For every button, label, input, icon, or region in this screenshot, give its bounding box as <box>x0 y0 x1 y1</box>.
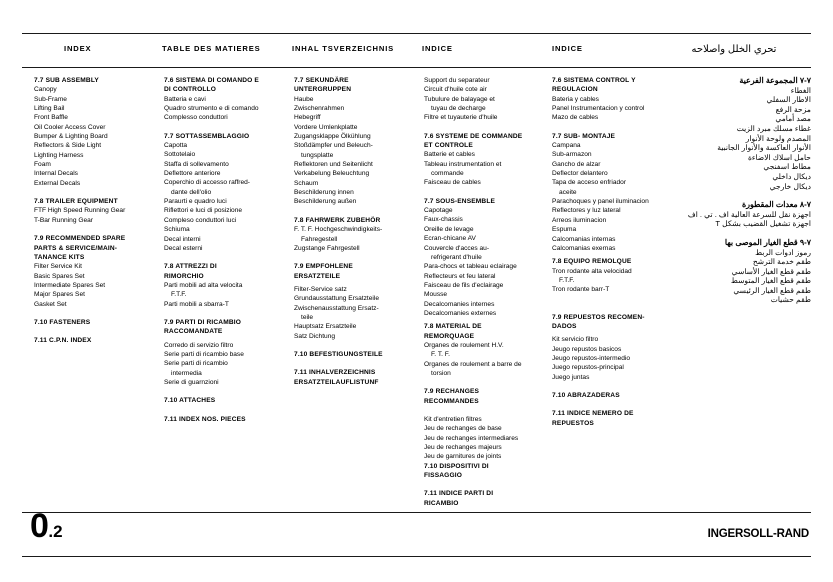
index-entry: طقم خدمة الترشح <box>752 257 811 267</box>
index-section-heading: 7.10 DISPOSITIVI DI <box>424 462 489 470</box>
page-number-major: 0 <box>30 507 49 545</box>
index-section-heading: 7.9 PARTI DI RICAMBIO <box>164 318 242 326</box>
index-entry: Quadro strumento e di comando <box>164 105 259 113</box>
index-entry: Parti mobili a sbarra-T <box>164 300 229 308</box>
index-entry: tuyau de decharge <box>431 105 486 113</box>
index-entry: Schaum <box>294 179 319 187</box>
index-section-heading: 7.7 SOUS-ENSEMBLE <box>424 197 496 205</box>
index-entry: Faux-chassis <box>424 216 463 224</box>
column-header-indice-es: INDICE <box>552 44 583 53</box>
index-section-heading: 7.9 RECOMMENDED SPARE <box>34 235 126 243</box>
index-entry: Bumper & Lighting Board <box>34 133 108 141</box>
index-entry: Deflettore anteriore <box>164 170 221 178</box>
index-entry: Complesso conduttori <box>164 114 228 122</box>
index-section-heading: 7.7 SUB- MONTAJE <box>552 132 616 140</box>
index-section-heading: 7.8 TRAILER EQUIPMENT <box>34 198 118 206</box>
index-entry: Jeu de rechanges de base <box>424 425 502 433</box>
index-section-heading: 7.7 SEKUNDÄRE <box>294 77 349 84</box>
index-entry: Gancho de alzar <box>552 160 601 168</box>
index-entry: اجهزة نقل للسرعة العالية اف . تي . اف <box>687 209 811 219</box>
index-entry: Filter-Service satz <box>294 285 347 293</box>
index-entry: Corredo di servizio filtro <box>164 341 234 349</box>
column-header-table-des-matieres: TABLE DES MATIERES <box>162 44 261 53</box>
index-entry: Sub-Frame <box>34 95 67 103</box>
index-section-heading: 7.9 EMPFOHLENE <box>294 263 353 271</box>
index-column-italian <box>164 76 292 424</box>
index-entry: Beschilderung außen <box>294 198 357 206</box>
spacer <box>164 309 292 318</box>
index-section-heading: RIMORCHIO <box>164 272 204 280</box>
index-entry: Oil Cooler Access Cover <box>34 123 106 131</box>
index-entry: Decalcomanies internes <box>424 300 495 308</box>
index-section-heading: 7.8 ATTREZZI DI <box>164 263 217 271</box>
brand-logo: INGERSOLL-RAND <box>707 528 809 540</box>
index-section-heading: 7.9 REPUESTOS RECOMEN- <box>552 313 645 321</box>
index-entry: F. T. F. Hochgeschwindigkeits- <box>294 226 383 234</box>
index-entry: Batterie et cables <box>424 151 475 159</box>
index-entry: Mousse <box>424 291 448 299</box>
index-section-heading: 7.11 C.P.N. INDEX <box>34 337 92 345</box>
divider-under-header <box>22 67 811 68</box>
spacer <box>424 406 556 415</box>
index-section-heading: 7.9 RECHANGES <box>424 388 480 396</box>
index-section-heading: ٧-٧ المجموعة الفرعية <box>739 76 811 85</box>
index-entry: Jeugo repustos-intermedio <box>552 354 631 362</box>
divider-top <box>22 33 811 34</box>
index-entry: Support du separateur <box>424 77 490 84</box>
spacer <box>424 480 556 489</box>
index-entry: Organes de roulement H.V. <box>424 341 504 349</box>
index-entry: Vordere Umlenkplatte <box>294 123 358 131</box>
index-entry: Reflectores y luz lateral <box>552 207 621 215</box>
page-number-minor: .2 <box>48 522 63 541</box>
index-entry: Haube <box>294 95 314 103</box>
index-entry: Couvercle d'acces au- <box>424 244 490 252</box>
index-section-heading: PARTS & SERVICE/MAIN- <box>34 244 118 252</box>
index-entry: طقم قطع الغيار الأساسي <box>731 266 811 276</box>
index-entry: Compleso conduttori luci <box>164 216 237 224</box>
index-entry: Gasket Set <box>34 300 67 308</box>
index-entry: Kit d'entretien filtres <box>424 416 482 423</box>
spacer <box>164 387 292 396</box>
index-entry: الغطاء <box>790 85 811 95</box>
index-entry: Oreille de levage <box>424 225 474 233</box>
index-section-heading: 7.6 SISTEMA DI COMANDO E <box>164 77 259 84</box>
divider-footer <box>22 512 811 513</box>
index-entry: Zwischenausstattung Ersatz- <box>294 304 379 312</box>
index-entry: Decal esterni <box>164 244 203 252</box>
spacer <box>34 188 160 197</box>
index-entry: Panel Instrumentacion y control <box>552 105 645 113</box>
column-header-arabic: تحري الخلل واصلاحه <box>691 44 777 55</box>
spacer <box>682 191 811 200</box>
index-entry: Schiuma <box>164 226 190 234</box>
index-entry: Para-chocs et tableau eclairage <box>424 263 517 271</box>
index-entry: Batteria e cavi <box>164 95 206 103</box>
index-column-french <box>424 76 556 508</box>
index-entry: Coperchio di accesso raffred- <box>164 179 251 187</box>
index-entry: طقم قطع الغيار الرئيسي <box>733 285 811 295</box>
spacer <box>164 123 292 132</box>
spacer <box>164 406 292 415</box>
index-entry: Front Baffle <box>34 114 68 122</box>
index-entry: ديكال خارجي <box>769 181 811 191</box>
index-column-english <box>34 76 160 346</box>
index-section-heading: RACCOMANDATE <box>164 328 223 336</box>
spacer <box>424 378 556 387</box>
index-entry: Lighting Harness <box>34 151 84 159</box>
index-section-heading: 7.10 ATTACHES <box>164 397 216 405</box>
index-entry: External Decals <box>34 179 81 187</box>
column-header-inhaltsverzeichnis: INHAL TSVERZEICHNIS <box>292 44 395 53</box>
index-entry: FTF High Speed Running Gear <box>34 207 126 215</box>
index-section-heading: ERSATZTEILE <box>294 272 341 280</box>
spacer <box>164 253 292 262</box>
index-section-heading: 7.11 INDICE PARTI DI <box>424 490 494 498</box>
index-entry: Serie parti di ricambio base <box>164 350 244 358</box>
index-section-heading: 7.11 INHALVERZEICHNIS <box>294 369 376 377</box>
index-columns <box>22 76 811 506</box>
index-section-heading: FISSAGGIO <box>424 472 462 480</box>
index-entry: Tron rodante alta velocidad <box>552 267 632 275</box>
index-entry: Parti mobili ad alta velocita <box>164 281 243 289</box>
index-entry: Grundausstattung Ersatzteile <box>294 295 380 303</box>
index-entry: Espuma <box>552 226 577 234</box>
index-entry: طقم قطع الغيار المتوسط <box>730 276 811 286</box>
spacer <box>34 225 160 234</box>
index-entry: aceite <box>559 188 577 196</box>
index-entry: torsion <box>431 369 451 377</box>
spacer <box>294 253 422 262</box>
index-entry: Decalcomanies externes <box>424 309 497 317</box>
index-entry: Reflectors & Side Light <box>34 142 102 150</box>
index-entry: الأنوار العاكسة والأنوار الجانبية <box>717 143 811 153</box>
index-entry: Jeu de rechanges intermediares <box>424 434 519 442</box>
index-column-german <box>294 76 422 387</box>
index-entry: Calcomanias exernas <box>552 244 616 252</box>
index-entry: F.T.F. <box>171 291 187 299</box>
spacer <box>682 229 811 238</box>
index-entry: الاطار السفلي <box>766 95 811 105</box>
index-entry: مصد أمامي <box>775 114 811 124</box>
index-section-heading: 7.10 ABRAZADERAS <box>552 391 620 399</box>
index-entry: intermedia <box>171 369 202 377</box>
index-section-heading: REGULACION <box>552 86 598 94</box>
index-entry: Organes de roulement a barre de <box>424 360 522 368</box>
index-entry: Serie di guarnzioni <box>164 378 219 386</box>
index-section-heading: DI CONTROLLO <box>164 86 216 94</box>
index-section-heading: 7.8 MATERIAL DE <box>424 323 482 331</box>
index-section-heading: ERSATZTEILAUFLISTUNF <box>294 378 379 386</box>
index-entry: Foam <box>34 161 51 169</box>
index-section-heading: 7.10 BEFESTIGUNGSTEILE <box>294 350 383 358</box>
spacer <box>552 295 682 313</box>
index-entry: Canopy <box>34 86 57 94</box>
index-entry: Lifting Bail <box>34 105 65 113</box>
spacer <box>552 382 682 391</box>
index-entry: Stoßdämpfer und Beleuch- <box>294 142 373 150</box>
index-entry: Satz Dichtung <box>294 332 336 340</box>
spacer <box>34 327 160 336</box>
index-entry: Calcomanias internas <box>552 235 616 243</box>
index-entry: Tableau instrumentation et <box>424 160 502 168</box>
index-entry: Jeu de garnitures de joints <box>424 453 502 461</box>
index-entry: مزحة الرفع <box>775 104 811 114</box>
index-entry: commande <box>431 170 464 178</box>
column-headers <box>22 44 811 62</box>
index-entry: Paraurti e quadro luci <box>164 198 227 206</box>
index-entry: غطاء مسلك مبرد الزيت <box>736 123 811 133</box>
index-section-heading: RECOMMANDES <box>424 397 479 405</box>
index-entry: Fahregestell <box>301 235 338 243</box>
index-entry: F. T. F. <box>431 351 450 359</box>
spacer <box>294 207 422 216</box>
index-entry: Parachoques y panel iluminacion <box>552 198 649 206</box>
index-entry: Deflector delantero <box>552 170 608 178</box>
index-section-heading: UNTERGRUPPEN <box>294 86 352 94</box>
index-entry: Faisceau de cables <box>424 179 481 187</box>
index-entry: Zugangsklappe Ölkühlung <box>294 133 371 141</box>
index-section-heading: 7.11 INDICE NEMERO DE <box>552 410 634 418</box>
index-section-heading: 7.8 FAHRWERK ZUBEHÖR <box>294 216 381 224</box>
spacer <box>34 309 160 318</box>
index-entry: Internal Decals <box>34 170 78 178</box>
index-section-heading: 7.6 SISTEMA CONTROL Y <box>552 77 636 84</box>
index-entry: طقم حشيات <box>770 295 811 305</box>
index-section-heading: ET CONTROLE <box>424 142 473 150</box>
index-section-heading: 7.8 EQUIPO REMOLQUE <box>552 258 632 266</box>
index-entry: Zwischenrahmen <box>294 105 345 113</box>
index-entry: Capotage <box>424 207 453 215</box>
index-section-heading: 7.10 FASTENERS <box>34 318 91 326</box>
index-entry: Intermediate Spares Set <box>34 281 106 289</box>
index-entry: Jeugo repustos basicos <box>552 345 622 353</box>
index-section-heading: TANANCE KITS <box>34 253 85 261</box>
index-entry: المصدم ولوحة الأنوار <box>745 133 811 143</box>
index-entry: Mazo de cables <box>552 114 599 122</box>
index-entry: Serie parti di ricambio <box>164 360 228 368</box>
index-entry: Ecran-chicane AV <box>424 235 476 243</box>
index-entry: Filter Service Kit <box>34 263 82 271</box>
index-entry: Verkabelung Beleuchtung <box>294 170 370 178</box>
index-entry: T-Bar Running Gear <box>34 216 94 224</box>
index-section-heading: 7.7 SOTTASSEMBLAGGIO <box>164 132 250 140</box>
index-entry: Circuit d'huile cote air <box>424 86 487 94</box>
index-entry: Arreos iluminacion <box>552 216 607 224</box>
index-entry: Filtre et tuyauterie d'huile <box>424 114 498 122</box>
spacer <box>294 341 422 350</box>
index-entry: Basic Spares Set <box>34 272 85 280</box>
page-footer <box>22 507 811 554</box>
index-entry: ديكال داخلي <box>772 171 811 181</box>
index-entry: tungsplatte <box>301 151 334 159</box>
index-section-heading: DADOS <box>552 322 577 330</box>
index-section-heading: ٧-٨ معدات المقطورة <box>742 200 811 210</box>
index-entry: teile <box>301 313 314 321</box>
index-entry: Zugstange Fahrgestell <box>294 244 360 252</box>
index-section-heading: ٧-٩ قطع الغيار الموصى بها <box>724 237 811 247</box>
index-column-arabic <box>682 76 811 305</box>
index-section-heading: 7.7 SUB ASSEMBLY <box>34 77 99 84</box>
index-section-heading: REMORQUAGE <box>424 332 475 340</box>
index-entry: رموز ادوات الربط <box>755 247 811 257</box>
index-entry: Decal interni <box>164 235 201 243</box>
index-entry: dante dell'olio <box>171 188 212 196</box>
index-entry: refrigerant d'huile <box>431 253 482 261</box>
index-entry: Reflecteurs et feu lateral <box>424 272 496 280</box>
index-entry: Juego juntas <box>552 373 590 381</box>
index-entry: Jeu de rechanges majeurs <box>424 444 502 452</box>
index-entry: مطاط اسفنجي <box>763 162 811 172</box>
index-section-heading: RICAMBIO <box>424 499 459 507</box>
index-entry: Tubulure de balayage et <box>424 95 495 103</box>
index-section-heading: REPUESTOS <box>552 419 594 427</box>
index-entry: Hauptsatz Ersatzteile <box>294 323 357 331</box>
index-entry: Kit servicio filtro <box>552 336 599 344</box>
index-entry: F.T.F. <box>559 276 575 284</box>
index-entry: Beschilderung innen <box>294 189 354 197</box>
column-header-indice-fr: INDICE <box>422 44 453 53</box>
index-entry: Sottotelaio <box>164 151 196 159</box>
index-entry: Juego repustos-principal <box>552 364 624 372</box>
index-entry: Bateria y cables <box>552 95 599 103</box>
index-entry: Riflettori e luci di posizione <box>164 207 243 215</box>
index-entry: Capotta <box>164 142 188 150</box>
index-entry: حامل اسلاك الاضاءة <box>747 152 811 162</box>
index-column-spanish <box>552 76 682 428</box>
index-entry: Tron rodante barr-T <box>552 286 610 294</box>
index-entry: Campana <box>552 142 581 150</box>
index-entry: Hebegriff <box>294 114 321 122</box>
column-header-index-en: INDEX <box>64 44 92 53</box>
index-entry: Reflektoren und Seitenlicht <box>294 161 373 169</box>
index-entry: اجهزة تشغيل القضيب بشكل T <box>715 219 811 229</box>
spacer <box>552 400 682 409</box>
divider-bottom <box>22 556 811 557</box>
index-section-heading: 7.11 INDEX NOS. PIECES <box>164 415 246 423</box>
spacer <box>552 123 682 132</box>
spacer <box>294 359 422 368</box>
index-entry: Tapa de acceso enfriador <box>552 179 627 187</box>
index-entry: Major Spares Set <box>34 291 85 299</box>
index-entry: Faisceau de fils d'eclairage <box>424 281 504 289</box>
index-section-heading: 7.6 SYSTEME DE COMMANDE <box>424 132 523 140</box>
spacer <box>424 188 556 197</box>
page-number <box>30 509 63 543</box>
index-entry: Staffa di sollevamento <box>164 160 229 168</box>
index-entry: Sub-armazon <box>552 151 592 159</box>
spacer <box>424 123 556 132</box>
